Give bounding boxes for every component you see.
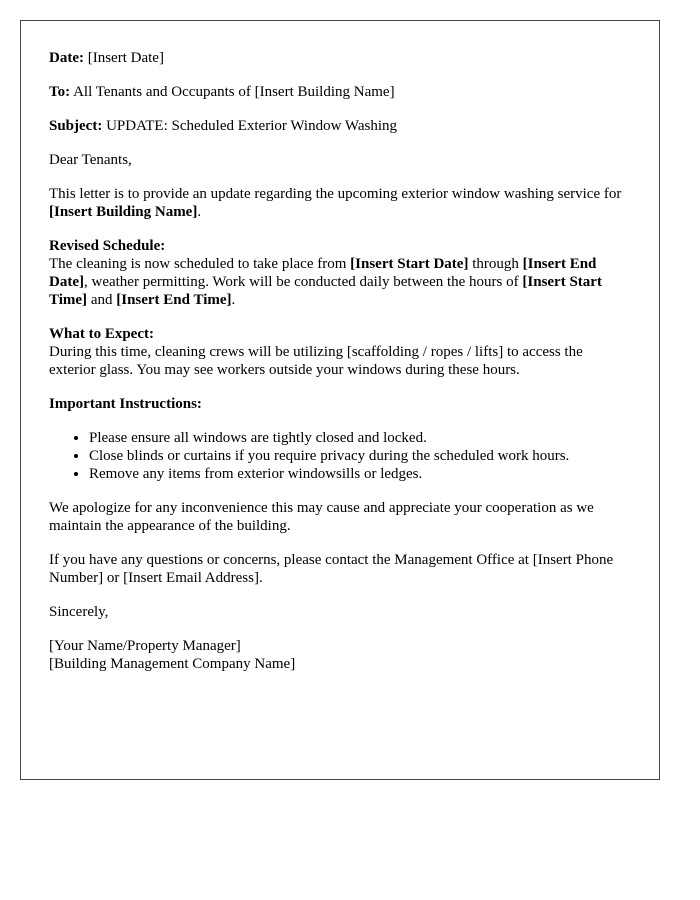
instructions-heading [49,395,631,413]
schedule-text-3: , weather permitting. Work will be conducted daily between the hours of [83,274,523,290]
schedule-end-date: [Insert End Date] [49,256,597,290]
signer-company: [Building Management Company Name] [49,656,296,672]
instructions-list [49,429,631,483]
expect-heading: What to Expect: [49,326,154,342]
letter-document [20,20,660,780]
to-line [49,83,631,101]
intro-building: [Insert Building Name] [49,204,198,220]
expect-section [49,325,631,379]
contact-paragraph: If you have any questions or concerns, please contact the Management Office at [Insert Phone Number] or [Insert Email Address]. [49,552,614,586]
expect-text: During this time, cleaning crews will be utilizing [scaffolding / ropes / lifts] to access the exterior glass. You may see workers outside your windows during these hours. [49,344,583,378]
list-item: • Close blinds or curtains if you require privacy during the scheduled work hours. [89,447,631,465]
subject-label: Subject: [49,118,103,134]
date-label: Date: [49,50,84,66]
schedule-text-2: through [468,256,523,272]
schedule-text-4: and [87,292,117,308]
date-line [49,49,631,67]
to-label: To: [49,84,71,100]
intro-end: . [197,204,202,220]
schedule-start-date: [Insert Start Date] [350,256,469,272]
apology-paragraph: We apologize for any inconvenience this may cause and appreciate your cooperation as we maintain the appearance of the building. [49,500,594,534]
schedule-section [49,237,631,309]
subject-line [49,117,631,135]
list-item: • Remove any items from exterior windowsills or ledges. [89,465,631,483]
intro-paragraph [49,185,631,221]
intro-text: This letter is to provide an update regarding the upcoming exterior window washing service for [49,186,622,202]
subject-value: UPDATE: Scheduled Exterior Window Washing [106,118,398,134]
date-value: [Insert Date] [87,50,164,66]
closing: Sincerely, [49,604,109,620]
schedule-text-1: The cleaning is now scheduled to take place from [49,256,351,272]
schedule-text-5: . [231,292,236,308]
list-item: • Please ensure all windows are tightly closed and locked. [89,429,631,447]
instructions-heading-text: Important Instructions: [49,396,202,412]
to-value: All Tenants and Occupants of [Insert Building Name] [73,84,395,100]
signer-name: [Your Name/Property Manager] [49,638,241,654]
schedule-end-time: [Insert End Time] [116,292,232,308]
greeting: Dear Tenants, [49,152,132,168]
schedule-heading: Revised Schedule: [49,238,166,254]
signature-block [49,603,631,673]
schedule-start-time: [Insert Start Time] [49,274,602,308]
